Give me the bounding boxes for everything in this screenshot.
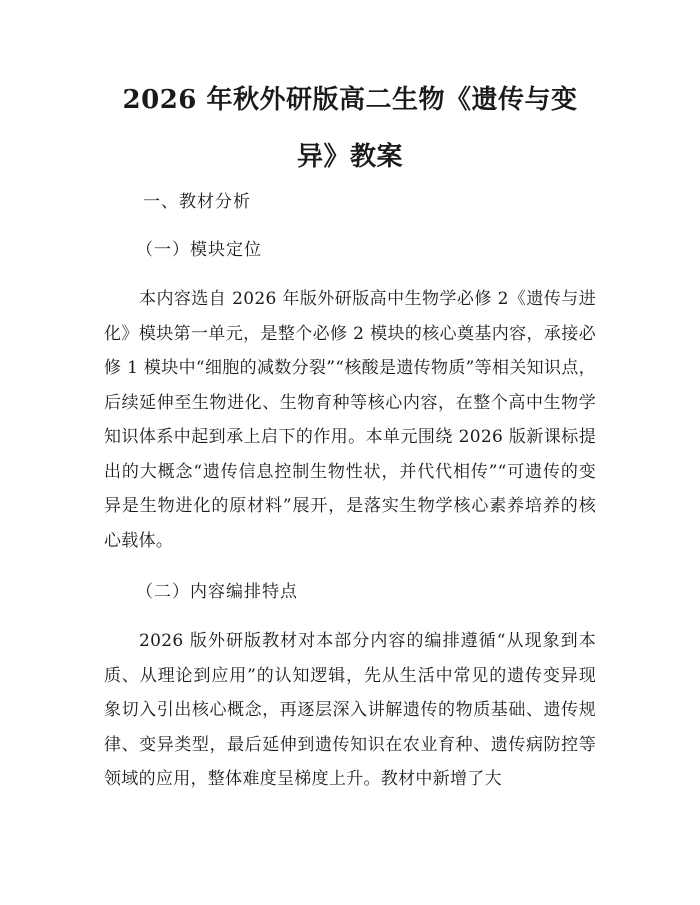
body-paragraph: 本内容选自 2026 年版外研版高中生物学必修 2《遗传与进化》模块第一单元，是整个必修 2 模块的核心奠基内容，承接必修 1 模块中“细胞的减数分裂”“核酸是遗传物质”等相关知识点，后续延伸至生物进化、生物育种等核心内容，在整个高中生物学知识体系中起到承上启下的作用。本单元围绕 2026 版新课标提出的大概念“遗传信息控制生物性状，并代代相传”“可遗传的变异是生物进化的原材料”展开，是落实生物学核心素养培养的核心载体。 [104,289,596,551]
document-title: 2026 年秋外研版高二生物《遗传与变异》教案 [122,85,578,172]
subsection-heading: （二）内容编排特点 [136,582,298,602]
body-paragraph: 2026 版外研版教材对本部分内容的编排遵循“从现象到本质、从理论到应用”的认知逻辑，先从生活中常见的遗传变异现象切入引出核心概念，再逐层深入讲解遗传的物质基础、遗传规律、变异类型，最后延伸到遗传知识在农业育种、遗传病防控等领域的应用，整体难度呈梯度上升。教材中新增了大 [104,631,596,789]
subsection-heading: （一）模块定位 [136,240,262,260]
section-heading: 一、教材分析 [143,192,251,212]
